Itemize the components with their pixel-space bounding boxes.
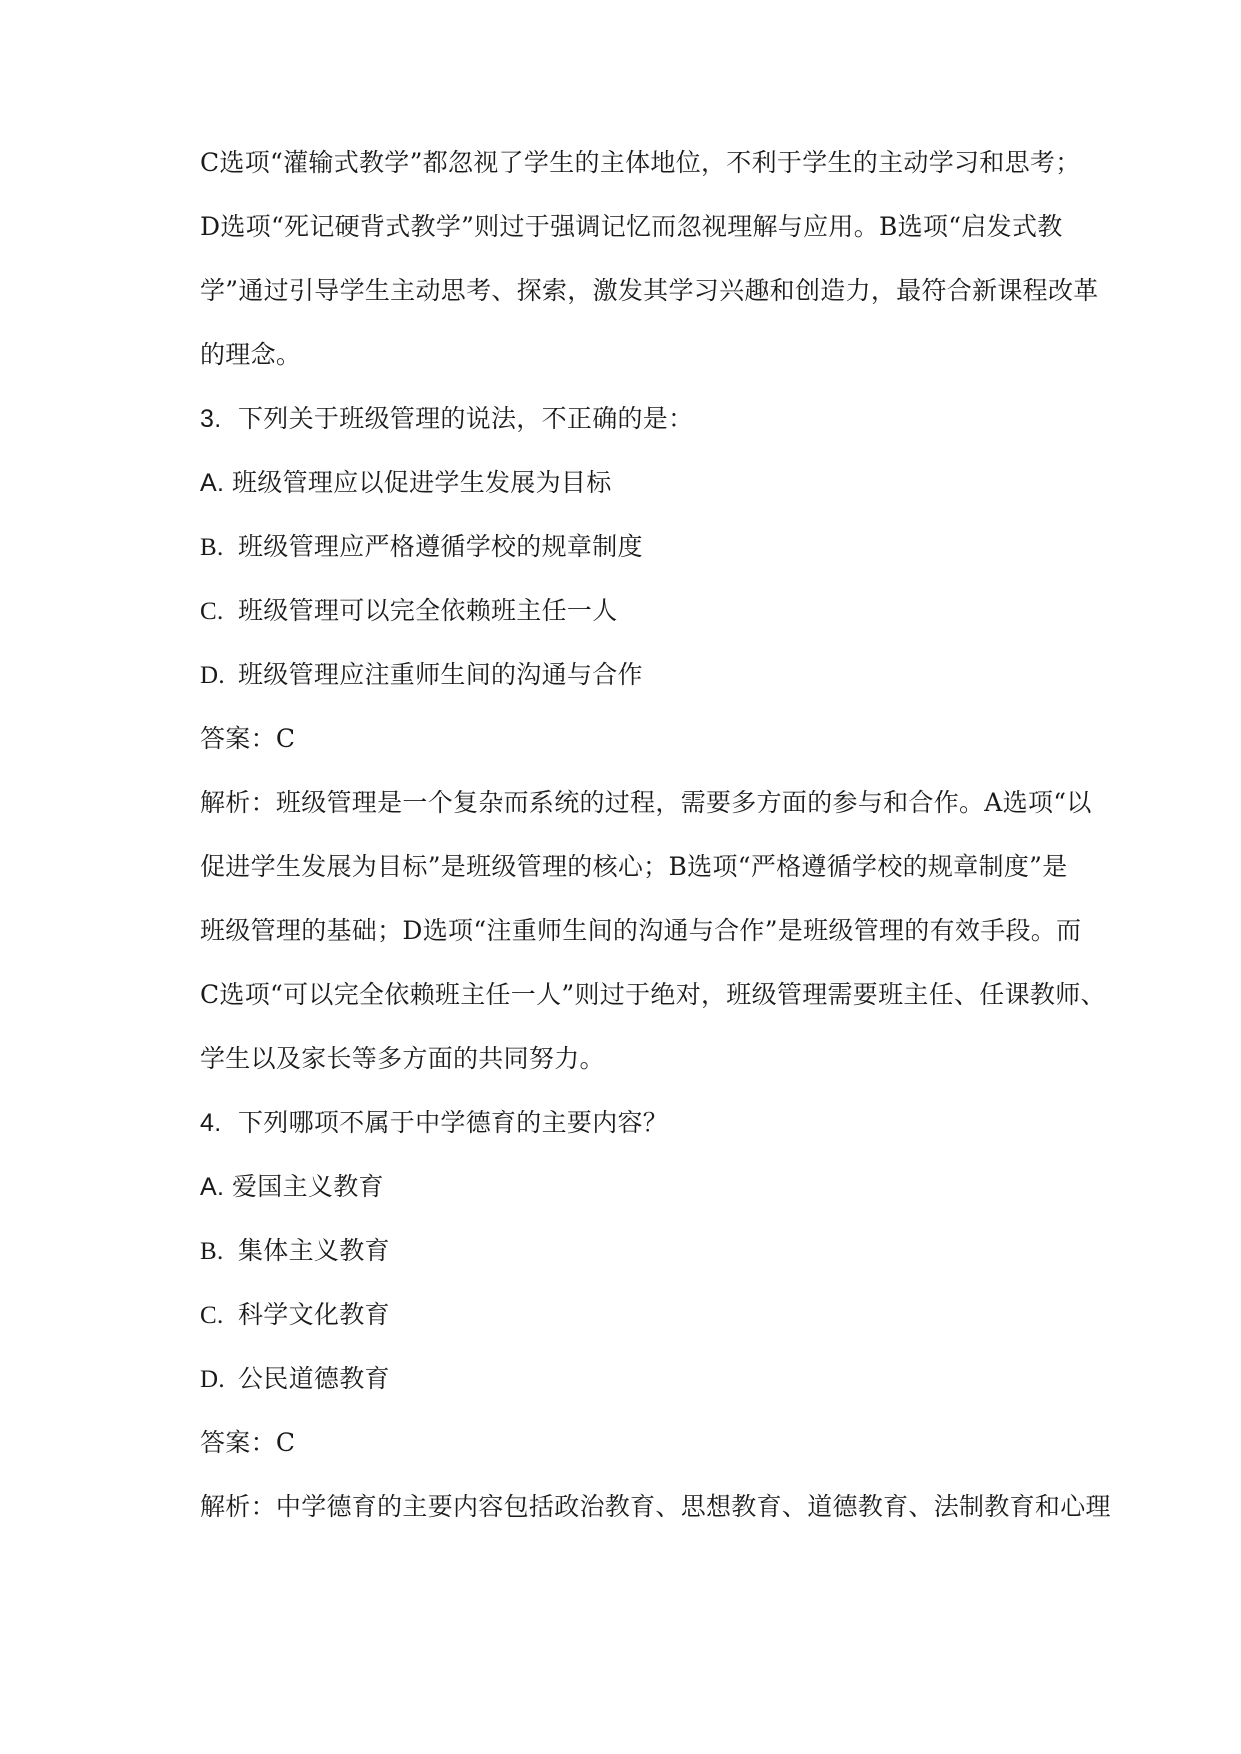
analysis-line: C选项“可以完全依赖班主任一人”则过于绝对，班级管理需要班主任、任课教师、 bbox=[200, 980, 1106, 1009]
option-letter: D. bbox=[200, 1366, 225, 1393]
question-text: 下列关于班级管理的说法，不正确的是： bbox=[238, 404, 694, 433]
paragraph-line: 的理念。 bbox=[200, 340, 302, 369]
option-text: 公民道德教育 bbox=[238, 1364, 390, 1393]
question-3 bbox=[200, 402, 1100, 436]
option-d bbox=[200, 658, 1100, 692]
option-letter: A. bbox=[200, 1173, 225, 1201]
answer: 答案：C bbox=[200, 1428, 296, 1457]
option-c bbox=[200, 1298, 1100, 1332]
option-letter: C. bbox=[200, 598, 224, 625]
option-letter: D. bbox=[200, 662, 225, 689]
paragraph-line: 学”通过引导学生主动思考、探索，激发其学习兴趣和创造力，最符合新课程改革 bbox=[200, 276, 1099, 305]
option-b bbox=[200, 530, 1100, 564]
option-text: 集体主义教育 bbox=[238, 1236, 390, 1265]
option-text: 班级管理应以促进学生发展为目标 bbox=[232, 468, 612, 497]
question-number: 4. bbox=[200, 1109, 222, 1137]
analysis-line: 促进学生发展为目标”是班级管理的核心；B选项“严格遵循学校的规章制度”是 bbox=[200, 852, 1068, 881]
option-d bbox=[200, 1362, 1100, 1396]
option-text: 爱国主义教育 bbox=[232, 1172, 384, 1201]
option-text: 班级管理应注重师生间的沟通与合作 bbox=[238, 660, 643, 689]
option-c bbox=[200, 594, 1100, 628]
question-number: 3. bbox=[200, 405, 222, 433]
paragraph-line: C选项“灌输式教学”都忽视了学生的主体地位，不利于学生的主动学习和思考； bbox=[200, 148, 1081, 177]
option-letter: B. bbox=[200, 1238, 224, 1265]
option-letter: B. bbox=[200, 534, 224, 561]
answer: 答案：C bbox=[200, 724, 296, 753]
option-text: 班级管理应严格遵循学校的规章制度 bbox=[238, 532, 643, 561]
analysis-line: 解析：中学德育的主要内容包括政治教育、思想教育、道德教育、法制教育和心理 bbox=[200, 1492, 1111, 1521]
analysis-line: 解析：班级管理是一个复杂而系统的过程，需要多方面的参与和合作。A选项“以 bbox=[200, 788, 1092, 817]
option-b bbox=[200, 1234, 1100, 1268]
analysis-line: 班级管理的基础；D选项“注重师生间的沟通与合作”是班级管理的有效手段。而 bbox=[200, 916, 1082, 945]
paragraph-line: D选项“死记硬背式教学”则过于强调记忆而忽视理解与应用。B选项“启发式教 bbox=[200, 212, 1063, 241]
option-letter: A. bbox=[200, 469, 225, 497]
question-text: 下列哪项不属于中学德育的主要内容？ bbox=[238, 1108, 669, 1137]
analysis-line: 学生以及家长等多方面的共同努力。 bbox=[200, 1044, 605, 1073]
option-text: 班级管理可以完全依赖班主任一人 bbox=[238, 596, 618, 625]
option-text: 科学文化教育 bbox=[238, 1300, 390, 1329]
option-a bbox=[200, 466, 1100, 500]
question-4 bbox=[200, 1106, 1100, 1140]
option-letter: C. bbox=[200, 1302, 224, 1329]
option-a bbox=[200, 1170, 1100, 1204]
